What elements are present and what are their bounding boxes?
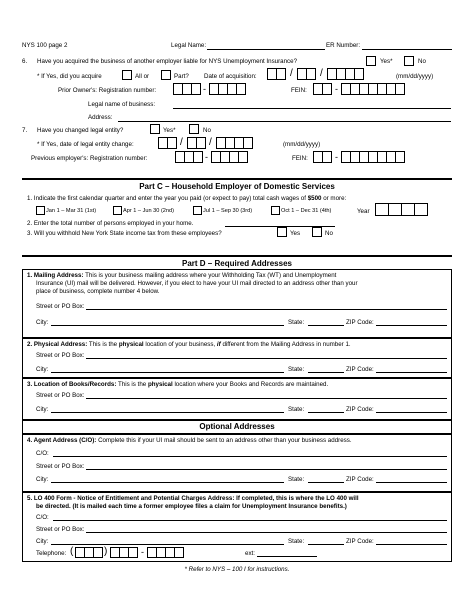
q6-yes-label: Yes* xyxy=(380,58,393,65)
er-number-label: ER Number: xyxy=(326,42,361,49)
physical-street-label: Street or PO Box: xyxy=(36,352,85,359)
form-id: NYS 100 page 2 xyxy=(22,42,68,49)
acquisition-date-label: Date of acquisition: xyxy=(204,73,257,80)
lo400-street-label: Street or PO Box: xyxy=(36,526,85,533)
part-d-rule xyxy=(22,255,452,257)
agent-zip-field[interactable] xyxy=(376,482,447,483)
lo400-state-field[interactable] xyxy=(308,544,344,545)
quarter-4-checkbox[interactable] xyxy=(271,206,280,215)
mailing-state-field[interactable] xyxy=(308,325,344,326)
books-state-label: State: xyxy=(288,406,305,413)
er-number-field[interactable] xyxy=(362,49,452,50)
acquire-all-label: All or xyxy=(135,73,150,80)
agent-co-field[interactable] xyxy=(53,456,447,457)
lo400-telephone-label: Telephone: xyxy=(36,550,67,557)
lo400-ext-label: ext: xyxy=(245,550,255,557)
q7-question: Have you changed legal entity? xyxy=(37,127,124,134)
mailing-zip-field[interactable] xyxy=(376,325,447,326)
prior-legal-name-field[interactable] xyxy=(173,108,451,109)
agent-co-label: C/O: xyxy=(36,450,49,457)
quarter-3-label: Jul 1 – Sep 30 (3rd) xyxy=(203,208,253,214)
legal-name-label: Legal Name: xyxy=(171,42,207,49)
q6-no-label: No xyxy=(418,58,426,65)
agent-city-label: City: xyxy=(36,476,49,483)
mailing-street-field[interactable] xyxy=(86,309,447,310)
optional-title: Optional Addresses xyxy=(199,422,275,431)
books-zip-label: ZIP Code: xyxy=(346,406,374,413)
quarter-4-label: Oct 1 – Dec 31 (4th) xyxy=(281,208,332,214)
acquire-part-label: Part? xyxy=(174,73,189,80)
q6-no-checkbox[interactable] xyxy=(404,56,414,66)
acquisition-date-format: (mm/dd/yyyy) xyxy=(396,73,434,80)
quarter-2-checkbox[interactable] xyxy=(113,206,122,215)
quarter-3-checkbox[interactable] xyxy=(193,206,202,215)
prior-address-label: Address: xyxy=(88,114,113,121)
books-city-label: City: xyxy=(36,406,49,413)
books-city-field[interactable] xyxy=(51,412,284,413)
q6-number: 6. xyxy=(22,58,28,65)
physical-city-field[interactable] xyxy=(51,372,284,373)
q7-no-label: No xyxy=(203,127,211,134)
lo400-line-2: be directed. (It is mailed each time a former employee files a claim for Unemployment Insurance benefits.) xyxy=(36,503,347,510)
lo400-zip-label: ZIP Code: xyxy=(346,538,374,545)
q7-yes-checkbox[interactable] xyxy=(150,124,160,134)
agent-city-field[interactable] xyxy=(51,482,284,483)
prior-address-field[interactable] xyxy=(118,121,451,122)
part-d-title: Part D – Required Addresses xyxy=(182,259,292,268)
acquire-all-checkbox[interactable] xyxy=(122,70,132,80)
mailing-city-field[interactable] xyxy=(51,325,284,326)
books-street-label: Street or PO Box: xyxy=(36,392,85,399)
mailing-street-label: Street or PO Box: xyxy=(36,303,85,310)
q6-question: Have you acquired the business of another employer liable for NYS Unemployment Insurance? xyxy=(37,58,298,65)
footer-note: * Refer to NYS – 100 I for instructions. xyxy=(184,566,290,573)
prev-fein-label: FEIN: xyxy=(292,155,308,162)
lo400-co-label: C/O: xyxy=(36,514,49,521)
physical-state-field[interactable] xyxy=(308,372,344,373)
quarter-2-label: Apr 1 – Jun 30 (2nd) xyxy=(123,208,174,214)
withhold-yes-checkbox[interactable] xyxy=(277,227,287,237)
acquire-part-checkbox[interactable] xyxy=(161,70,171,80)
year-label: Year xyxy=(357,208,370,215)
books-street-field[interactable] xyxy=(86,398,447,399)
mailing-zip-label: ZIP Code: xyxy=(346,319,374,326)
agent-state-field[interactable] xyxy=(308,482,344,483)
mailing-state-label: State: xyxy=(288,319,305,326)
part-c-title: Part C – Household Employer of Domestic Services xyxy=(139,182,335,191)
mailing-line-3: place of business, complete number 4 below. xyxy=(36,288,160,295)
physical-street-field[interactable] xyxy=(86,358,447,359)
withhold-yes-label: Yes xyxy=(290,230,301,237)
q6-yes-checkbox[interactable] xyxy=(366,56,376,66)
lo400-city-label: City: xyxy=(36,538,49,545)
part-c-item1: 1. Indicate the first calendar quarter and enter the year you paid (or expect to pay) total cash wages of $500 or more: xyxy=(27,195,347,202)
mailing-line-2: Insurance (UI) mail will be delivered. However, if you elect to have your UI mail directed to an address other than your xyxy=(36,280,358,287)
part-c-rule xyxy=(22,178,452,180)
agent-street-field[interactable] xyxy=(86,469,447,470)
part-c-item3: 3. Will you withhold New York State income tax from these employees? xyxy=(27,230,222,237)
withhold-no-checkbox[interactable] xyxy=(312,227,322,237)
q7-number: 7. xyxy=(22,127,28,134)
lo400-street-field[interactable] xyxy=(86,532,447,533)
physical-zip-label: ZIP Code: xyxy=(346,366,374,373)
quarter-1-checkbox[interactable] xyxy=(36,206,45,215)
prior-reg-label: Prior Owner's: Registration number: xyxy=(58,87,157,94)
books-state-field[interactable] xyxy=(308,412,344,413)
mailing-city-label: City: xyxy=(36,319,49,326)
lo400-ext-field[interactable] xyxy=(257,556,317,557)
agent-zip-label: ZIP Code: xyxy=(346,476,374,483)
q6-acquire-label: * If Yes, did you acquire xyxy=(37,73,102,80)
legal-name-field[interactable] xyxy=(207,49,325,50)
entity-change-date-format: (mm/dd/yyyy) xyxy=(283,141,321,148)
quarter-1-label: Jan 1 – Mar 31 (1st) xyxy=(46,208,97,214)
entity-change-date-label: * If Yes, date of legal entity change: xyxy=(37,141,134,148)
agent-street-label: Street or PO Box: xyxy=(36,463,85,470)
prev-reg-label: Previous employer's: Registration number: xyxy=(31,155,148,162)
books-line-1: 3. Location of Books/Records: This is the physical location where your Books and Records are maintained. xyxy=(27,381,329,388)
lo400-city-field[interactable] xyxy=(51,544,284,545)
physical-state-label: State: xyxy=(288,366,305,373)
physical-zip-field[interactable] xyxy=(376,372,447,373)
lo400-co-field[interactable] xyxy=(53,520,447,521)
prior-fein-label: FEIN: xyxy=(291,87,307,94)
lo400-line-1: 5. LO 400 Form - Notice of Entitlement and Potential Charges Address: If completed, this is where the LO 400 will xyxy=(27,495,359,502)
mailing-line-1: 1. Mailing Address: This is your business mailing address where your Withholding Tax (WT) and Unemployment xyxy=(27,272,337,279)
lo400-zip-field[interactable] xyxy=(376,544,447,545)
books-zip-field[interactable] xyxy=(376,412,447,413)
prior-legal-name-label: Legal name of business: xyxy=(88,101,156,108)
agent-state-label: State: xyxy=(288,476,305,483)
physical-city-label: City: xyxy=(36,366,49,373)
q7-no-checkbox[interactable] xyxy=(189,124,199,134)
part-c-item2: 2. Enter the total number of persons employed in your home. xyxy=(27,220,194,227)
agent-line-1: 4. Agent Address (C/O): Complete this if your UI mail should be sent to an address other than your business address. xyxy=(27,437,352,444)
lo400-state-label: State: xyxy=(288,538,305,545)
physical-line-1: 2. Physical Address: This is the physical location of your business, if different from the Mailing Address in number 1. xyxy=(27,341,351,348)
withhold-no-label: No xyxy=(325,230,333,237)
q7-yes-label: Yes* xyxy=(163,127,176,134)
